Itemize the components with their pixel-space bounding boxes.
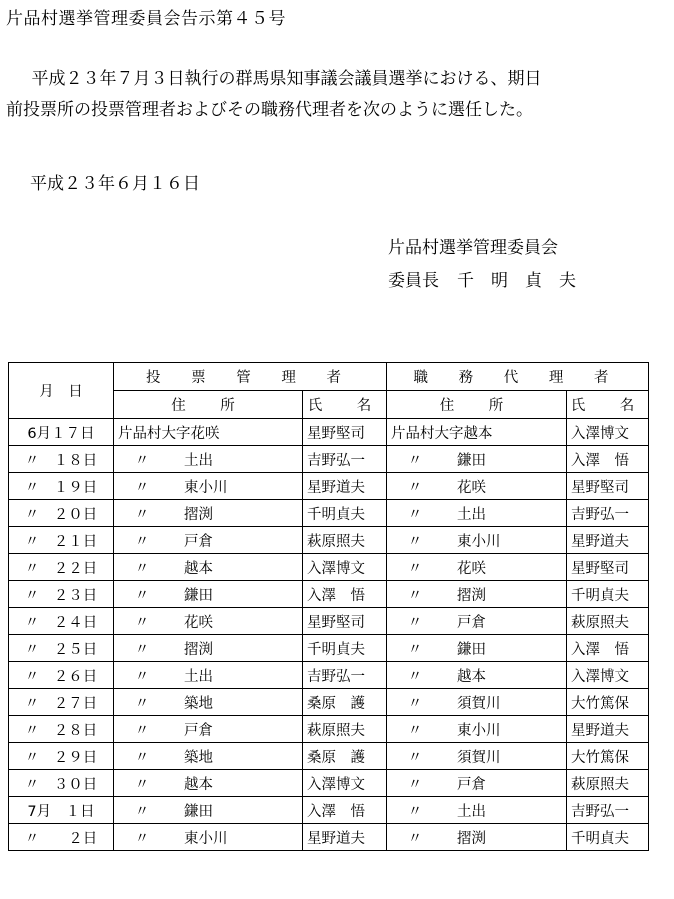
ditto-mark: 〃 xyxy=(134,479,150,496)
deputy-name: 入澤 悟 xyxy=(567,635,649,662)
manager-address xyxy=(114,527,303,554)
place-name: 越本 xyxy=(184,776,213,793)
ditto-mark: 〃 xyxy=(407,830,423,847)
place-name: 花咲 xyxy=(184,614,213,631)
manager-name: 千明貞夫 xyxy=(303,635,387,662)
row-date: 〃 ２３日 xyxy=(9,581,114,608)
row-date: 〃 ３０日 xyxy=(9,770,114,797)
manager-name: 萩原照夫 xyxy=(303,716,387,743)
manager-address xyxy=(114,635,303,662)
address-ditto-wrap xyxy=(391,746,566,767)
deputy-name: 千明貞夫 xyxy=(567,581,649,608)
manager-name: 千明貞夫 xyxy=(303,500,387,527)
place-name: 花咲 xyxy=(457,560,486,577)
address-ditto-wrap xyxy=(391,665,566,686)
ditto-mark: 〃 xyxy=(407,587,423,604)
ditto-mark: 〃 xyxy=(407,614,423,631)
place-name: 土出 xyxy=(457,803,486,820)
ditto-mark: 〃 xyxy=(407,506,423,523)
ditto-mark: 〃 xyxy=(134,830,150,847)
ditto-mark: 〃 xyxy=(134,614,150,631)
address-ditto-wrap xyxy=(391,719,566,740)
header-deputy-address: 住 所 xyxy=(387,391,567,419)
place-name: 土出 xyxy=(184,452,213,469)
ditto-mark: 〃 xyxy=(134,641,150,658)
row-date: 〃 ２８日 xyxy=(9,716,114,743)
address-ditto-wrap xyxy=(391,800,566,821)
row-date: 〃 ２７日 xyxy=(9,689,114,716)
row-date: 〃 ２２日 xyxy=(9,554,114,581)
address-ditto-wrap xyxy=(391,557,566,578)
manager-address xyxy=(114,473,303,500)
place-name: 鎌田 xyxy=(184,803,213,820)
ditto-mark: 〃 xyxy=(134,506,150,523)
signature-name: 千 明 貞 夫 xyxy=(457,271,576,291)
table-row xyxy=(9,824,649,851)
manager-name: 星野道夫 xyxy=(303,473,387,500)
place-name: 須賀川 xyxy=(457,749,501,766)
manager-address xyxy=(114,608,303,635)
manager-address xyxy=(114,500,303,527)
table-row xyxy=(9,770,649,797)
place-name: 東小川 xyxy=(184,830,228,847)
address-ditto-wrap xyxy=(118,773,302,794)
deputy-name: 入澤 悟 xyxy=(567,446,649,473)
address-ditto-wrap xyxy=(391,692,566,713)
place-name: 戸倉 xyxy=(184,722,213,739)
address-ditto-wrap xyxy=(391,449,566,470)
deputy-address xyxy=(387,689,567,716)
address-ditto-wrap xyxy=(118,503,302,524)
ditto-mark: 〃 xyxy=(134,533,150,550)
notice-date: 平成２３年６月１６日 xyxy=(30,174,200,194)
place-name: 須賀川 xyxy=(457,695,501,712)
address-ditto-wrap xyxy=(118,827,302,848)
table-row xyxy=(9,446,649,473)
manager-address: 片品村大字花咲 xyxy=(114,419,303,446)
place-name: 築地 xyxy=(184,749,213,766)
manager-address xyxy=(114,824,303,851)
place-name: 鎌田 xyxy=(457,452,486,469)
manager-name: 萩原照夫 xyxy=(303,527,387,554)
address-ditto-wrap xyxy=(391,638,566,659)
header-manager-address: 住 所 xyxy=(114,391,303,419)
place-name: 摺渕 xyxy=(457,830,486,847)
ditto-mark: 〃 xyxy=(407,452,423,469)
ditto-mark: 〃 xyxy=(407,668,423,685)
place-name: 鎌田 xyxy=(457,641,486,658)
header-date: 月 日 xyxy=(9,363,114,419)
table-row xyxy=(9,419,649,446)
manager-address xyxy=(114,554,303,581)
manager-name: 星野堅司 xyxy=(303,419,387,446)
manager-name: 入澤博文 xyxy=(303,770,387,797)
place-name: 越本 xyxy=(184,560,213,577)
address-ditto-wrap xyxy=(118,530,302,551)
deputy-name: 大竹篤保 xyxy=(567,743,649,770)
header-deputy: 職 務 代 理 者 xyxy=(387,363,649,391)
manager-address xyxy=(114,770,303,797)
row-date: 〃 １９日 xyxy=(9,473,114,500)
ditto-mark: 〃 xyxy=(407,641,423,658)
ditto-mark: 〃 xyxy=(407,479,423,496)
manager-name: 桑原 護 xyxy=(303,689,387,716)
row-date: 6月１７日 xyxy=(9,419,114,446)
ditto-mark: 〃 xyxy=(407,695,423,712)
ditto-mark: 〃 xyxy=(134,560,150,577)
deputy-name: 星野道夫 xyxy=(567,527,649,554)
place-name: 東小川 xyxy=(457,533,501,550)
header-manager-name: 氏 名 xyxy=(303,391,387,419)
ditto-mark: 〃 xyxy=(134,722,150,739)
place-name: 土出 xyxy=(184,668,213,685)
manager-name: 入澤博文 xyxy=(303,554,387,581)
ditto-mark: 〃 xyxy=(134,803,150,820)
ditto-mark: 〃 xyxy=(134,776,150,793)
address-ditto-wrap xyxy=(118,665,302,686)
address-ditto-wrap xyxy=(391,476,566,497)
place-name: 戸倉 xyxy=(184,533,213,550)
table-row xyxy=(9,635,649,662)
body-line-1: 平成２３年７月３日執行の群馬県知事議会議員選挙における、期日 xyxy=(31,69,542,89)
deputy-address: 片品村大字越本 xyxy=(387,419,567,446)
deputy-address xyxy=(387,743,567,770)
place-name: 戸倉 xyxy=(457,614,486,631)
manager-name: 星野道夫 xyxy=(303,824,387,851)
place-name: 東小川 xyxy=(457,722,501,739)
header-manager: 投 票 管 理 者 xyxy=(114,363,387,391)
row-date: 〃 ２０日 xyxy=(9,500,114,527)
table-row xyxy=(9,689,649,716)
address-ditto-wrap xyxy=(391,611,566,632)
place-name: 築地 xyxy=(184,695,213,712)
deputy-name: 星野堅司 xyxy=(567,473,649,500)
deputy-name: 星野道夫 xyxy=(567,716,649,743)
address-ditto-wrap xyxy=(391,530,566,551)
deputy-address xyxy=(387,797,567,824)
manager-name: 星野堅司 xyxy=(303,608,387,635)
deputy-address xyxy=(387,662,567,689)
address-ditto-wrap xyxy=(118,800,302,821)
place-name: 東小川 xyxy=(184,479,228,496)
manager-name: 吉野弘一 xyxy=(303,662,387,689)
deputy-name: 萩原照夫 xyxy=(567,608,649,635)
manager-address xyxy=(114,662,303,689)
manager-name: 入澤 悟 xyxy=(303,797,387,824)
manager-address xyxy=(114,689,303,716)
address-ditto-wrap xyxy=(118,746,302,767)
address-ditto-wrap xyxy=(391,584,566,605)
table-row xyxy=(9,743,649,770)
deputy-name: 吉野弘一 xyxy=(567,500,649,527)
deputy-address xyxy=(387,824,567,851)
deputy-name: 吉野弘一 xyxy=(567,797,649,824)
ditto-mark: 〃 xyxy=(407,776,423,793)
table-row xyxy=(9,554,649,581)
ditto-mark: 〃 xyxy=(407,722,423,739)
manager-address xyxy=(114,743,303,770)
header-deputy-name: 氏 名 xyxy=(567,391,649,419)
address-ditto-wrap xyxy=(118,557,302,578)
place-name: 土出 xyxy=(457,506,486,523)
deputy-address xyxy=(387,554,567,581)
table-row xyxy=(9,797,649,824)
deputy-name: 入澤博文 xyxy=(567,419,649,446)
manager-name: 吉野弘一 xyxy=(303,446,387,473)
schedule-table-body xyxy=(9,419,649,851)
deputy-address xyxy=(387,446,567,473)
deputy-address xyxy=(387,527,567,554)
signature-org: 片品村選挙管理委員会 xyxy=(388,238,558,258)
row-date: 〃 ２日 xyxy=(9,824,114,851)
address-ditto-wrap xyxy=(118,449,302,470)
ditto-mark: 〃 xyxy=(134,587,150,604)
deputy-address xyxy=(387,770,567,797)
ditto-mark: 〃 xyxy=(134,749,150,766)
notice-body xyxy=(6,64,666,126)
address-ditto-wrap xyxy=(391,773,566,794)
body-line-2: 前投票所の投票管理者およびその職務代理者を次のように選任した。 xyxy=(6,100,533,120)
table-row xyxy=(9,581,649,608)
table-row xyxy=(9,473,649,500)
deputy-name: 千明貞夫 xyxy=(567,824,649,851)
deputy-name: 星野堅司 xyxy=(567,554,649,581)
address-ditto-wrap xyxy=(118,692,302,713)
address-ditto-wrap xyxy=(118,611,302,632)
deputy-name: 大竹篤保 xyxy=(567,689,649,716)
address-ditto-wrap xyxy=(391,827,566,848)
deputy-address xyxy=(387,635,567,662)
deputy-address xyxy=(387,473,567,500)
row-date: 〃 ２９日 xyxy=(9,743,114,770)
address-ditto-wrap xyxy=(118,476,302,497)
row-date: 〃 ２６日 xyxy=(9,662,114,689)
manager-address xyxy=(114,716,303,743)
notice-title: 片品村選挙管理委員会告示第４５号 xyxy=(6,9,286,29)
ditto-mark: 〃 xyxy=(407,533,423,550)
deputy-name: 入澤博文 xyxy=(567,662,649,689)
manager-address xyxy=(114,446,303,473)
place-name: 花咲 xyxy=(457,479,486,496)
table-row xyxy=(9,500,649,527)
table-row xyxy=(9,608,649,635)
schedule-table xyxy=(8,362,649,851)
place-name: 鎌田 xyxy=(184,587,213,604)
schedule-table-header xyxy=(9,363,649,419)
address-ditto-wrap xyxy=(118,719,302,740)
deputy-name: 萩原照夫 xyxy=(567,770,649,797)
table-row xyxy=(9,662,649,689)
deputy-address xyxy=(387,716,567,743)
row-date: 7月 １日 xyxy=(9,797,114,824)
deputy-address xyxy=(387,608,567,635)
signature-role: 委員長 xyxy=(388,271,439,291)
manager-name: 入澤 悟 xyxy=(303,581,387,608)
row-date: 〃 ２４日 xyxy=(9,608,114,635)
place-name: 摺渕 xyxy=(184,641,213,658)
deputy-address xyxy=(387,500,567,527)
ditto-mark: 〃 xyxy=(134,452,150,469)
signature-chair xyxy=(388,266,576,291)
row-date: 〃 ２１日 xyxy=(9,527,114,554)
ditto-mark: 〃 xyxy=(407,803,423,820)
ditto-mark: 〃 xyxy=(134,695,150,712)
row-date: 〃 ２５日 xyxy=(9,635,114,662)
table-row xyxy=(9,527,649,554)
table-row xyxy=(9,716,649,743)
manager-name: 桑原 護 xyxy=(303,743,387,770)
place-name: 摺渕 xyxy=(457,587,486,604)
address-ditto-wrap xyxy=(118,584,302,605)
address-ditto-wrap xyxy=(118,638,302,659)
address-ditto-wrap xyxy=(391,503,566,524)
ditto-mark: 〃 xyxy=(407,560,423,577)
row-date: 〃 １８日 xyxy=(9,446,114,473)
deputy-address xyxy=(387,581,567,608)
manager-address xyxy=(114,797,303,824)
ditto-mark: 〃 xyxy=(134,668,150,685)
place-name: 戸倉 xyxy=(457,776,486,793)
place-name: 摺渕 xyxy=(184,506,213,523)
place-name: 越本 xyxy=(457,668,486,685)
ditto-mark: 〃 xyxy=(407,749,423,766)
manager-address xyxy=(114,581,303,608)
